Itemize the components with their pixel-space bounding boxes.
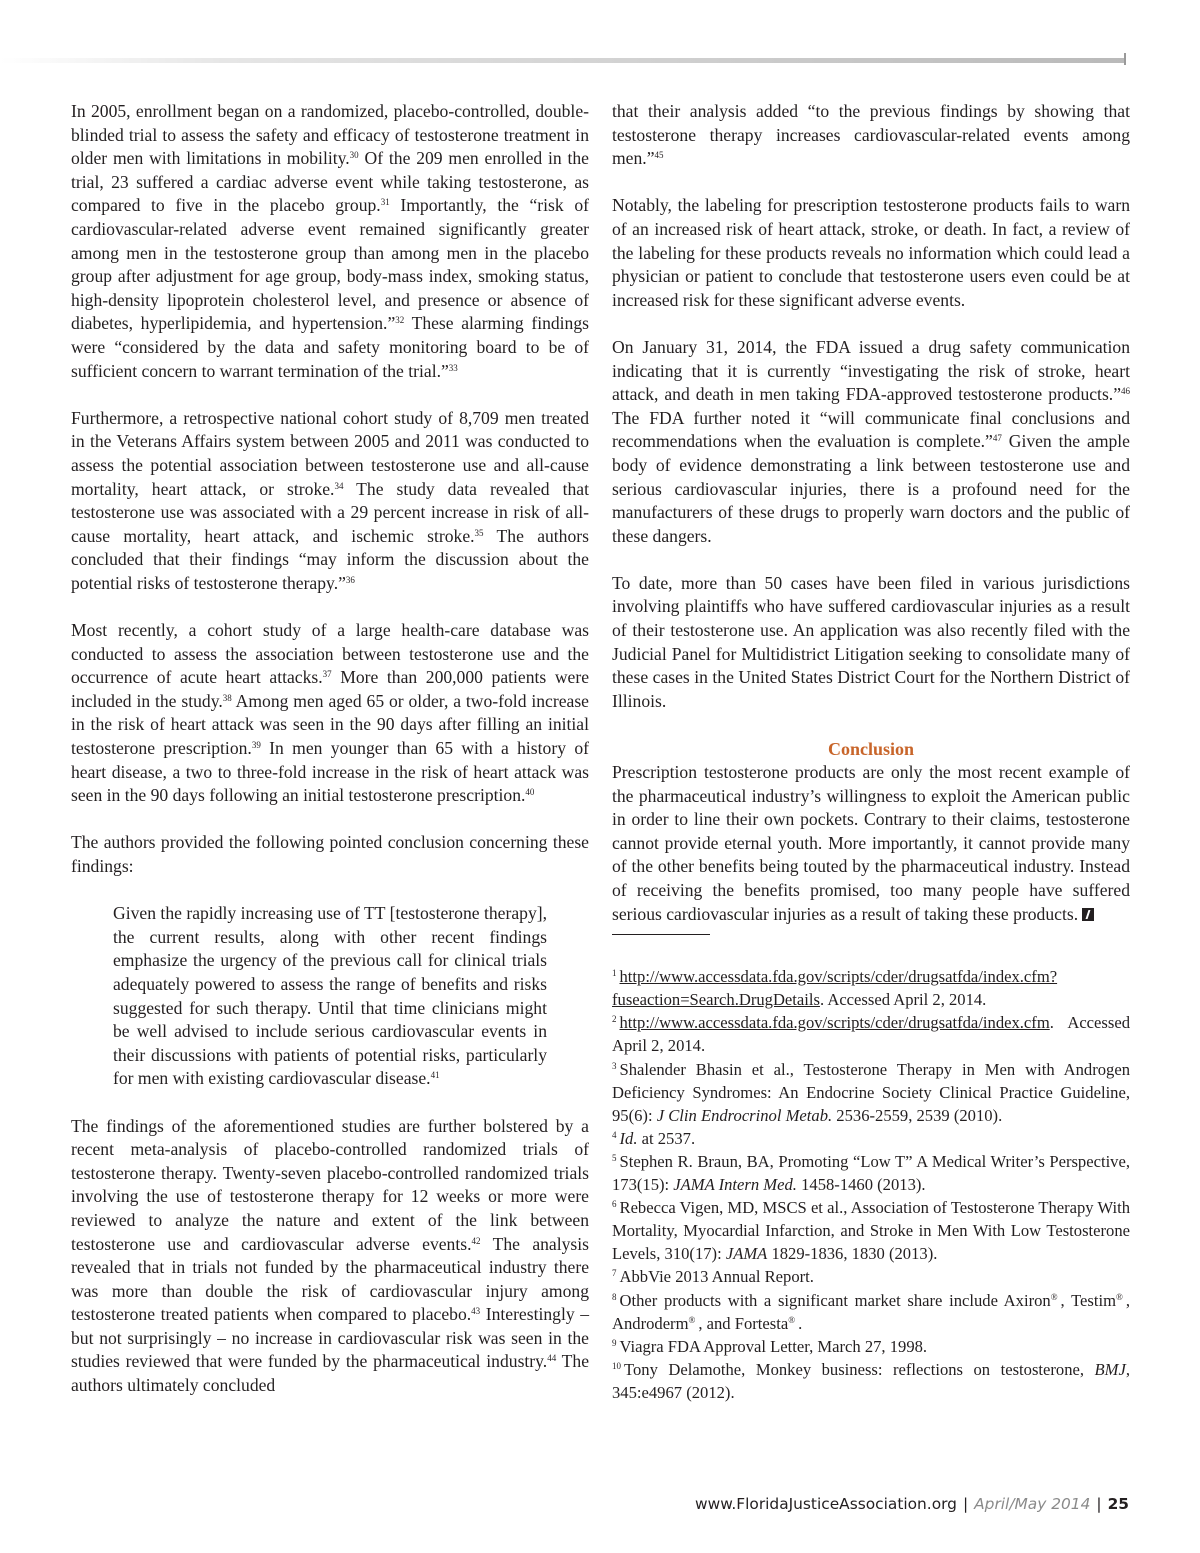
page-number: 25 <box>1107 1495 1129 1513</box>
paragraph-conclusion <box>612 761 1130 926</box>
footnotes <box>612 965 1130 1404</box>
text: In 2005, enrollment began on a randomized, placebo-controlled, double-blinded trial to assess the safety and efficacy of testosterone treatment in older men with limitations in mobility. <box>71 101 589 169</box>
text: , Androderm <box>612 1290 1130 1333</box>
text: Viagra FDA Approval Letter, March 27, 1998. <box>619 1336 928 1356</box>
paragraph-meta-analysis <box>71 1115 589 1398</box>
footnote-ref: 42 <box>471 1235 481 1246</box>
paragraph-analysis-continued <box>612 100 1130 171</box>
footnote-ref: 45 <box>654 150 664 161</box>
text: Rebecca Vigen, MD, MSCS et al., Association of Testosterone Therapy With Mortality, Myocardial Infarction, and Stroke in Men With Low Testosterone Levels, 310(17): <box>612 1198 1130 1264</box>
right-column <box>612 100 1130 1404</box>
footnote-number: 6 <box>612 1199 617 1210</box>
text: . <box>798 1313 803 1333</box>
text: 2536-2559, 2539 (2010). <box>832 1105 1003 1125</box>
footnote-4 <box>612 1127 1130 1150</box>
text: The findings of the aforementioned studies are further bolstered by a recent meta-analysis of placebo-controlled randomized trials of testosterone therapy. Twenty-seven placebo-controlled randomized trials involving the use of testosterone therapy for 12 weeks or more were reviewed to analyze the nature and extent of the link between testosterone use and cardiovascular adverse events. <box>71 1115 589 1254</box>
text: Prescription testosterone products are only the most recent example of the pharmaceutical industry’s willingness to exploit the American public in order to line their own pockets. Contrary to their claims, testosterone cannot provide eternal youth. More importantly, it cannot provide many of the other benefits being touted by the pharmaceutical industry. Instead of receiving the benefits promised, too many people have suffered serious cardiovascular injuries as a result of taking these products. <box>612 762 1130 924</box>
text: that their analysis added “to the previous findings by showing that testosterone therapy increases cardiovascular-related events among men.” <box>612 101 1130 169</box>
footnote-ref: 46 <box>1121 386 1130 397</box>
text: Furthermore, a retrospective national cohort study of 8,709 men treated in the Veterans Affairs system between 2005 and 2011 was conducted to assess the potential association between testosterone use and all-cause mortality, heart attack, or stroke. <box>71 407 589 499</box>
page-footer <box>695 1495 1129 1513</box>
paragraph-labeling: Notably, the labeling for prescription testosterone products fails to warn of an increased risk of heart attack, stroke, or death. In fact, a review of the labeling for these products reveals no information which could lead a physician or patient to conclude that testosterone users even could be at increased risk for these significant adverse events. <box>612 195 1130 310</box>
footnote-ref: 38 <box>222 692 232 703</box>
text: Stephen R. Braun, BA, Promoting “Low T” A Medical Writer’s Perspective, 173(15): <box>612 1151 1130 1195</box>
footnote-ref: 41 <box>430 1070 440 1081</box>
footnote-8 <box>612 1289 1130 1335</box>
text: 1829-1836, 1830 (2013). <box>767 1244 938 1264</box>
paragraph-fda-communication <box>612 336 1130 548</box>
paragraph-trial-2005 <box>71 100 589 383</box>
footnote-ref: 40 <box>525 787 535 798</box>
footnote-9 <box>612 1335 1130 1358</box>
footnote-number: 1 <box>612 968 617 979</box>
journal-title: JAMA <box>725 1244 768 1264</box>
text: Of the 209 men enrolled in the trial, 23 suffered a cardiac adverse event while taking testosterone, as compared to five in the placebo group. <box>71 148 589 216</box>
text: , Testim <box>1060 1290 1116 1310</box>
id-citation: Id. <box>619 1128 638 1148</box>
footnote-ref: 30 <box>349 150 359 161</box>
text: . Accessed April 2, 2014. <box>612 1013 1130 1056</box>
registered-mark: ® <box>1050 1291 1058 1302</box>
text: The authors ultimately concluded <box>71 1351 590 1396</box>
journal-title: JAMA Intern Med. <box>673 1175 797 1195</box>
footnote-link[interactable]: http://www.accessdata.fda.gov/scripts/cder/drugsatfda/index.cfm <box>619 1013 1050 1033</box>
registered-mark: ® <box>1116 1291 1123 1302</box>
footer-separator: | <box>962 1495 969 1513</box>
footnote-2 <box>612 1011 1130 1057</box>
footnote-ref: 35 <box>474 527 484 538</box>
text: Interestingly – but not surprisingly – no increase in cardiovascular risk was seen in the studies reviewed that were funded by the pharmaceutical industry. <box>71 1304 589 1372</box>
text: , 345:e4967 (2012). <box>612 1359 1130 1402</box>
footer-separator: | <box>1096 1495 1102 1513</box>
registered-mark: ® <box>688 1314 696 1325</box>
footnote-5 <box>612 1150 1130 1196</box>
footer-issue: April/May 2014 <box>974 1495 1091 1513</box>
text: Importantly, the “risk of cardiovascular-related adverse event remained significantly greater among men in the testosterone group than among men in the placebo group after adjustment for age group, body-mass index, smoking status, high-density lipoprotein cholesterol level, and presence or absence of diabetes, hyperlipidemia, and hypertension.” <box>71 195 589 334</box>
footnote-ref: 44 <box>547 1353 557 1364</box>
footnote-number: 9 <box>612 1337 617 1348</box>
footnote-number: 3 <box>612 1060 617 1071</box>
footnote-number: 8 <box>612 1291 617 1302</box>
footnote-ref: 36 <box>345 574 355 585</box>
text: More than 200,000 patients were included in the study. <box>71 667 590 711</box>
footnote-number: 2 <box>612 1014 617 1025</box>
text: Among men aged 65 or older, a two-fold increase in the risk of heart attack was seen in the 90 days after filling an initial testosterone prescription. <box>71 690 589 759</box>
text: Tony Delamothe, Monkey business: reflections on testosterone, <box>624 1359 1095 1379</box>
footnote-number: 5 <box>612 1152 617 1163</box>
footnote-number: 10 <box>612 1360 621 1371</box>
text: at 2537. <box>637 1128 696 1148</box>
footnote-number: 7 <box>612 1268 617 1279</box>
header-rule-end-tick <box>1124 53 1126 65</box>
paragraph-veterans-study <box>71 407 589 596</box>
text: The analysis revealed that in trials not funded by the pharmaceutical industry there was more than double the risk of cardiovascular injury among testosterone treated patients when compared to placebo. <box>71 1233 589 1325</box>
text: The FDA further noted it “will communicate final conclusions and recommendations when the evaluation is complete.” <box>612 407 1130 452</box>
left-column <box>71 100 589 1421</box>
footnote-link[interactable]: http://www.accessdata.fda.gov/scripts/cder/drugsatfda/index.cfm?fuseaction=Search.DrugDetails <box>612 967 1058 1010</box>
journal-title: BMJ <box>1094 1359 1126 1379</box>
text: Most recently, a cohort study of a large health-care database was conducted to assess the association between testosterone use and the occurrence of acute heart attacks. <box>71 620 589 688</box>
text: Other products with a significant market share include Axiron <box>619 1290 1051 1310</box>
footer-website[interactable]: www.FloridaJusticeAssociation.org <box>695 1495 957 1513</box>
block-quote <box>113 902 547 1091</box>
footnote-ref: 43 <box>471 1306 481 1317</box>
footnote-number: 4 <box>612 1129 617 1140</box>
registered-mark: ® <box>788 1314 796 1325</box>
text: AbbVie 2013 Annual Report. <box>619 1267 814 1287</box>
text: , and Fortesta <box>698 1313 789 1333</box>
footnote-ref: 39 <box>251 740 261 751</box>
paragraph-cohort-study <box>71 619 589 808</box>
text: The study data revealed that testosterone use was associated with a 29 percent increase in risk of all-cause mortality, heart attack, and ischemic stroke. <box>71 478 589 546</box>
quote-text: Given the rapidly increasing use of TT [testosterone therapy], the current results, along with other recent findings emphasize the urgency of the previous call for clinical trials adequately powered to assess the range of benefits and risks suggested for such therapy. Until that time clinicians might be well advised to include serious cardiovascular events in their discussions with patients of potential risks, particularly for men with existing cardiovascular disease. <box>113 903 547 1089</box>
footnote-3 <box>612 1058 1130 1127</box>
text: . Accessed April 2, 2014. <box>819 990 987 1010</box>
footnote-ref: 37 <box>322 669 332 680</box>
footnote-ref: 31 <box>380 197 390 208</box>
text: On January 31, 2014, the FDA issued a drug safety communication indicating that it is currently “investigating the risk of stroke, heart attack, and death in men taking FDA-approved testosterone products.” <box>612 336 1130 405</box>
footnote-ref: 32 <box>395 315 405 326</box>
footnote-6 <box>612 1196 1130 1265</box>
paragraph-cases-filed: To date, more than 50 cases have been filed in various jurisdictions involving plaintiffs who have suffered cardiovascular injuries as a result of their testosterone use. An application was also recently filed with the Judicial Panel for Multidistrict Litigation seeking to consolidate many of these cases in the United States District Court for the Northern District of Illinois. <box>612 572 1130 711</box>
end-of-article-icon <box>1082 908 1094 921</box>
footnote-ref: 47 <box>992 433 1002 444</box>
conclusion-heading: Conclusion <box>827 739 915 760</box>
footnote-1 <box>612 965 1130 1011</box>
text: 1458-1460 (2013). <box>796 1175 926 1195</box>
footnote-7 <box>612 1265 1130 1288</box>
text: The authors concluded that their findings “may inform the discussion about the potential risks of testosterone therapy.” <box>71 525 589 593</box>
text: These alarming findings were “considered by the data and safety monitoring board to be of sufficient concern to warrant termination of the trial.” <box>71 313 590 381</box>
journal-title: J Clin Endrocrinol Metab. <box>656 1105 833 1125</box>
header-rule <box>0 58 1126 63</box>
paragraph-authors-conclusion-intro: The authors provided the following pointed conclusion concerning these findings: <box>71 832 589 876</box>
text: Shalender Bhasin et al., Testosterone Therapy in Men with Androgen Deficiency Syndromes: An Endocrine Society Clinical Practice Guideline, 95(6): <box>612 1059 1130 1125</box>
footnote-divider <box>612 934 710 935</box>
footnote-ref: 34 <box>334 480 344 491</box>
footnote-ref: 33 <box>448 362 458 373</box>
text: In men younger than 65 with a history of heart disease, a two to three-fold increase in the risk of heart attack was seen in the 90 days following an initial testosterone prescription. <box>71 738 589 806</box>
text: Given the ample body of evidence demonstrating a link between testosterone use and serious cardiovascular injuries, there is a profound need for the manufacturers of these drugs to properly warn doctors and the public of these dangers. <box>612 431 1130 546</box>
footnote-10 <box>612 1358 1130 1404</box>
